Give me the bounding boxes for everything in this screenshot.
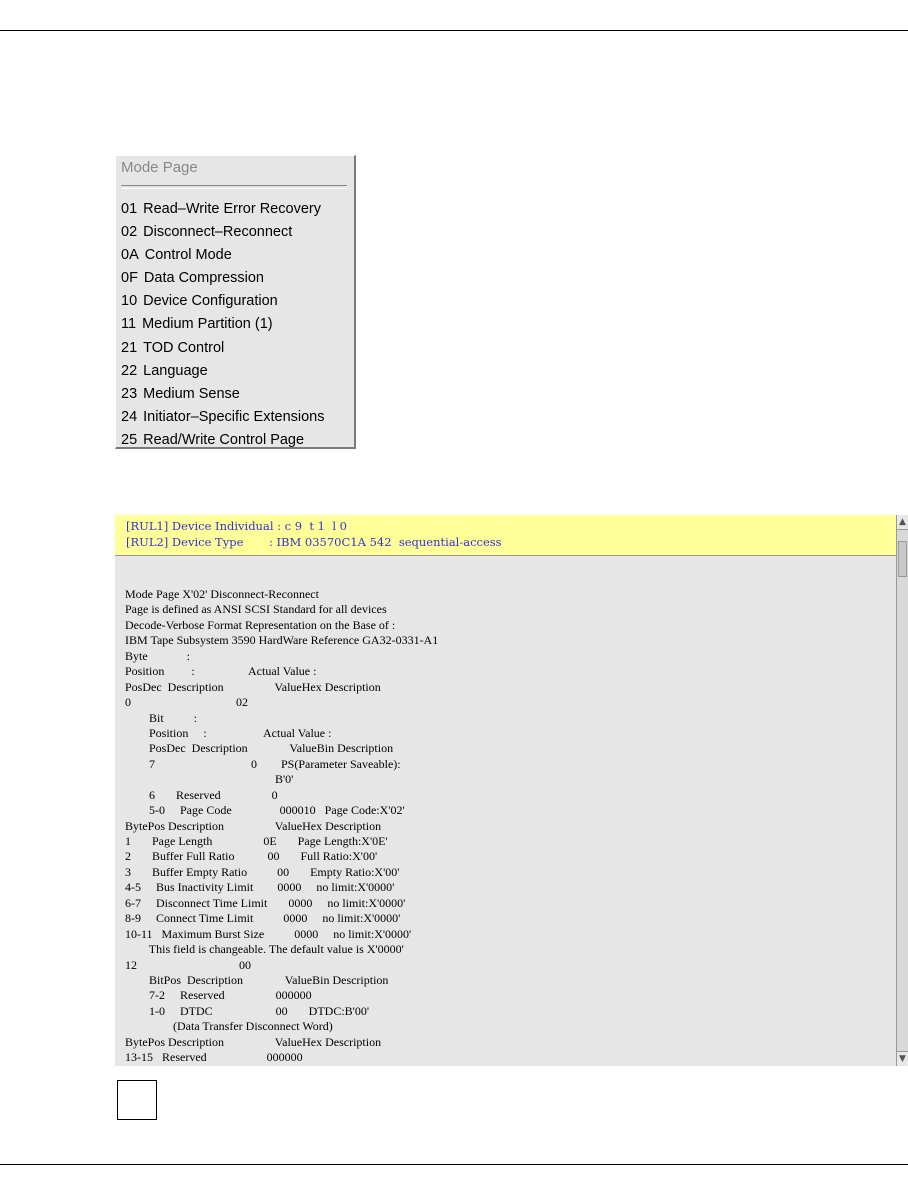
menu-item-label: TOD Control [143,339,225,356]
terminal-header [115,515,896,556]
terminal-line: Page is defined as ANSI SCSI Standard for all devices [125,602,387,617]
menu-item-label: Medium Sense [143,385,240,402]
terminal-line: Bit : [125,710,198,725]
menu-item-code: 01 [121,201,138,217]
menu-item-code: 22 [121,362,138,379]
terminal-line: Position : Actual Value : [125,664,317,679]
menu-item-code: 02 [121,224,138,241]
terminal-line: 13-15 Reserved 000000 [125,1050,303,1065]
menu-item-code: 21 [121,339,138,356]
menu-item-25[interactable] [121,429,324,452]
terminal-line: BytePos Description ValueHex Description [125,818,382,833]
terminal-line: Byte : [125,648,190,663]
menu-item-label: Device Configuration [143,293,278,310]
menu-item-code: 0F [121,270,138,287]
menu-item-01[interactable] [121,198,324,221]
menu-title: Mode Page [121,159,198,176]
menu-item-11[interactable] [121,313,324,336]
terminal-line: 1-0 DTDC 00 DTDC:B'00' [125,1003,369,1018]
menu-item-code: 23 [121,385,138,402]
menu-separator [121,185,347,189]
menu-item-code: 10 [121,293,138,310]
scroll-up-arrow-icon[interactable]: ▲ [897,515,908,530]
terminal-line: 7 0 PS(Parameter Saveable): [125,756,401,771]
header-device-type: [RUL2] Device Type : IBM 03570C1A 542 sequential-access [126,535,502,549]
menu-item-label: Control Mode [144,247,232,264]
terminal-line: 10-11 Maximum Burst Size 0000 no limit:X'0000' [125,926,412,941]
menu-item-21[interactable] [121,337,324,360]
vertical-scrollbar[interactable] [896,515,908,1066]
menu-item-label: Language [143,362,208,379]
scroll-down-arrow-icon[interactable]: ▼ [897,1051,908,1066]
scroll-thumb[interactable] [898,541,907,577]
menu-item-code: 25 [121,431,138,448]
terminal-line: B'0' [125,772,294,787]
terminal-line: 5-0 Page Code 000010 Page Code:X'02' [125,803,405,818]
terminal-line: BytePos Description ValueHex Description [125,1034,382,1049]
menu-item-02[interactable] [121,221,324,244]
terminal-line: (Data Transfer Disconnect Word) [125,1019,333,1034]
menu-items [121,198,324,452]
terminal-line: 4-5 Bus Inactivity Limit 0000 no limit:X'0000' [125,880,395,895]
terminal-line: This field is changeable. The default value is X'0000' [125,942,404,957]
menu-item-label: Disconnect–Reconnect [143,224,293,241]
terminal-line: Mode Page X'02' Disconnect-Reconnect [125,587,319,601]
terminal-line: IBM Tape Subsystem 3590 HardWare Reference GA32-0331-A1 [125,633,439,648]
menu-item-0a[interactable] [121,244,324,267]
top-rule [0,30,908,31]
menu-item-23[interactable] [121,383,324,406]
menu-item-label: Read–Write Error Recovery [143,201,321,217]
menu-item-code: 11 [121,316,137,333]
terminal-line: 3 Buffer Empty Ratio 00 Empty Ratio:X'00' [125,864,400,879]
terminal-output [125,587,885,1066]
empty-box [117,1080,157,1120]
menu-item-22[interactable] [121,360,324,383]
terminal-line: 7-2 Reserved 000000 [125,988,312,1003]
terminal-window [115,515,908,1066]
menu-item-24[interactable] [121,406,324,429]
terminal-line: 1 Page Length 0E Page Length:X'0E' [125,834,388,848]
terminal-line: Decode-Verbose Format Representation on the Base of : [125,617,396,632]
terminal-line: PosDec Description ValueHex Description [125,679,381,694]
terminal-line: 12 00 [125,957,251,972]
menu-item-label: Medium Partition (1) [142,316,273,333]
menu-item-label: Data Compression [143,270,264,287]
menu-item-code: 0A [121,247,139,264]
bottom-rule [0,1164,908,1165]
terminal-line: 8-9 Connect Time Limit 0000 no limit:X'0000' [125,911,401,926]
terminal-line: 6-7 Disconnect Time Limit 0000 no limit:X'0000' [125,895,406,910]
terminal-line: Position : Actual Value : [125,725,332,740]
header-device-individual: [RUL1] Device Individual : c 9 t 1 l 0 [126,519,347,533]
terminal-line: BitPos Description ValueBin Description [125,972,389,987]
menu-item-label: Initiator–Specific Extensions [143,408,325,425]
terminal-line: 2 Buffer Full Ratio 00 Full Ratio:X'00' [125,849,378,864]
terminal-line: 6 Reserved 0 [125,787,278,802]
menu-item-code: 24 [121,408,138,425]
menu-item-10[interactable] [121,290,324,313]
menu-item-label: Read/Write Control Page [143,431,305,448]
terminal-line: PosDec Description ValueBin Description [125,741,394,756]
terminal-line: 0 02 [125,695,248,710]
mode-page-menu [115,155,356,449]
menu-item-0f[interactable] [121,267,324,290]
